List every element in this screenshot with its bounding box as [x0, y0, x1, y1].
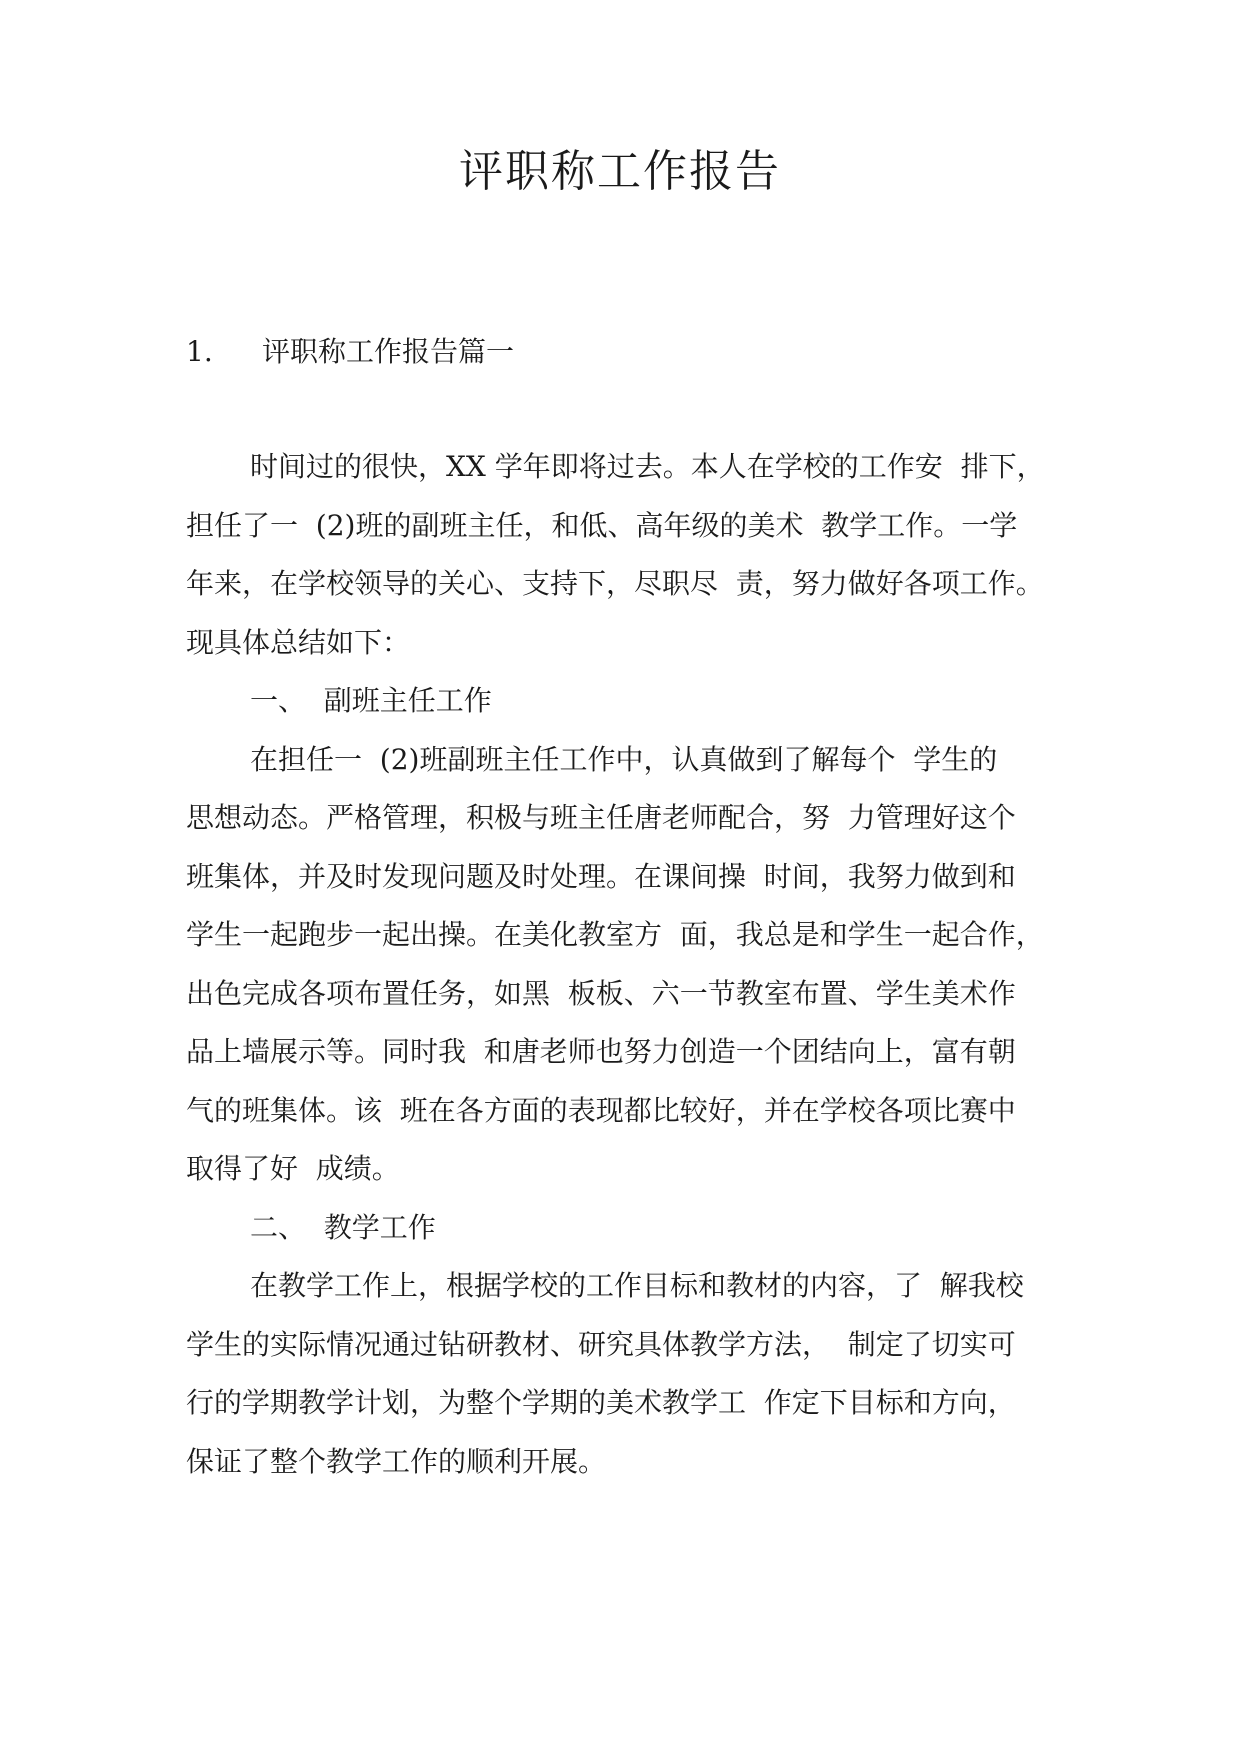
body-line: 在担任一 (2)班副班主任工作中，认真做到了解每个 学生的 — [250, 742, 998, 776]
body-line: 思想动态。严格管理，积极与班主任唐老师配合，努 力管理好这个 — [186, 801, 1016, 834]
body-line: 品上墙展示等。同时我 和唐老师也努力创造一个团结向上，富有朝 — [186, 1035, 1016, 1068]
document-title: 评职称工作报告 — [459, 146, 781, 197]
body-line: 时间过的很快，XX 学年即将过去。本人在学校的工作安 排下， — [250, 450, 1045, 483]
body-line: 行的学期教学计划，为整个学期的美术教学工 作定下目标和方向， — [186, 1386, 1016, 1419]
body-line: 班集体，并及时发现问题及时处理。在课间操 时间，我努力做到和 — [186, 859, 1016, 893]
body-line: 学生的实际情况通过钻研教材、研究具体教学方法， 制定了切实可 — [186, 1327, 1016, 1361]
body-line: 保证了整个教学工作的顺利开展。 — [186, 1444, 607, 1478]
subheading-class-teacher-work: 一、 副班主任工作 — [250, 684, 492, 717]
body-text — [186, 438, 1076, 1491]
body-line: 担任了一 (2)班的副班主任，和低、高年级的美术 教学工作。一学 — [186, 508, 1018, 542]
body-line: 取得了好 成绩。 — [186, 1152, 400, 1185]
body-line: 学生一起跑步一起出操。在美化教室方 面，我总是和学生一起合作， — [186, 918, 1044, 951]
body-line: 气的班集体。该 班在各方面的表现都比较好，并在学校各项比赛中 — [186, 1093, 1016, 1127]
body-line: 在教学工作上，根据学校的工作目标和教材的内容，了 解我校 — [250, 1269, 1024, 1302]
body-line: 年来，在学校领导的关心、支持下，尽职尽 责，努力做好各项工作。 — [186, 567, 1044, 600]
section-title: 评职称工作报告篇一 — [262, 335, 515, 368]
section-heading — [186, 332, 514, 372]
subheading-teaching-work: 二、 教学工作 — [250, 1210, 436, 1244]
section-number: 1. — [186, 335, 213, 368]
body-line: 出色完成各项布置任务，如黑 板板、六一节教室布置、学生美术作 — [186, 976, 1016, 1010]
body-line: 现具体总结如下： — [186, 625, 411, 659]
